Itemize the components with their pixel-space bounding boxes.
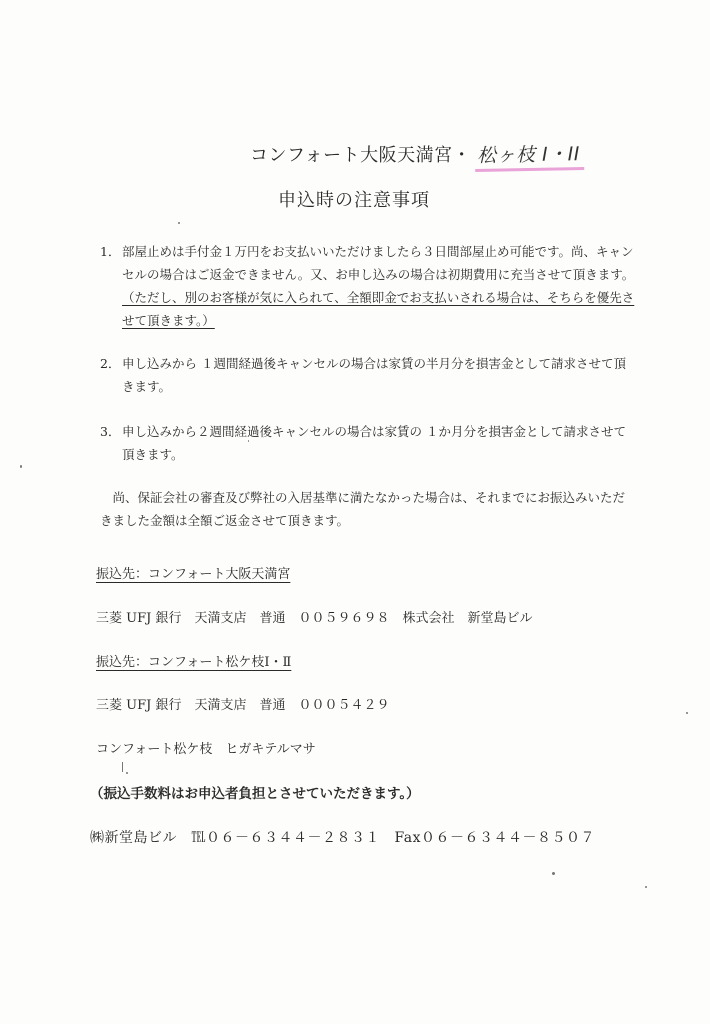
item-number: 1． <box>100 244 121 259</box>
bank2-details: 三菱 UFJ 銀行 天満支店 普通 ０００５４２９ <box>96 698 390 713</box>
notice-item-3 <box>100 420 635 466</box>
scan-speck <box>248 440 249 442</box>
scan-speck <box>552 872 555 875</box>
document-subtitle: 申込時の注意事項 <box>278 190 430 211</box>
notice-item-1 <box>100 240 635 332</box>
scan-speck <box>20 465 22 468</box>
item-text: 部屋止めは手付金１万円をお支払いいただけましたら３日間部屋止め可能です。尚、キャンセルの場合はご返金できません。又、お申し込みの場合は初期費用に充当させて頂きます。 <box>122 244 635 282</box>
scan-speck <box>126 772 128 774</box>
document-title <box>250 140 584 171</box>
bank1-heading: 振込先：コンフォート大阪天満宮 <box>96 567 291 582</box>
bank2-account-name: コンフォート松ケ枝 ヒガキテルマサ <box>96 742 316 757</box>
handwritten-annotation: 松ヶ枝 I・II <box>475 139 584 172</box>
bank1-details: 三菱 UFJ 銀行 天満支店 普通 ００５９６９８ 株式会社 新堂島ビル <box>96 611 533 626</box>
scan-speck <box>645 886 647 888</box>
title-text: コンフォート大阪天満宮・ <box>250 145 472 166</box>
item-number: 3． <box>100 424 121 439</box>
scan-speck <box>122 762 123 772</box>
notice-item-2 <box>100 352 635 398</box>
item-underlined-text: （ただし、別のお客様が気に入られて、全額即金でお支払いされる場合は、そちらを優先させて頂きます。） <box>122 290 635 328</box>
scan-speck <box>686 712 688 714</box>
item-text: 申し込みから２週間経過後キャンセルの場合は家賃の １か月分を損害金として請求させて頂きます。 <box>122 424 626 462</box>
item-text: 申し込みから １週間経過後キャンセルの場合は家賃の半月分を損害金として請求させて頂きます。 <box>122 356 626 394</box>
contact-line: ㈱新堂島ビル ℡０６－６３４４－２８３１ Fax０６－６３４４－８５０７ <box>90 830 596 846</box>
refund-note: 尚、保証会社の審査及び弊社の入居基準に満たなかった場合は、それまでにお振込みいただきました金額は全額ご返金させて頂きます。 <box>100 490 626 528</box>
scan-speck <box>178 222 180 224</box>
fee-note: （振込手数料はお申込者負担とさせていただきます。） <box>90 786 420 802</box>
item-number: 2． <box>100 356 121 371</box>
bank2-heading: 振込先：コンフォート松ケ枝Ⅰ・Ⅱ <box>96 655 292 670</box>
